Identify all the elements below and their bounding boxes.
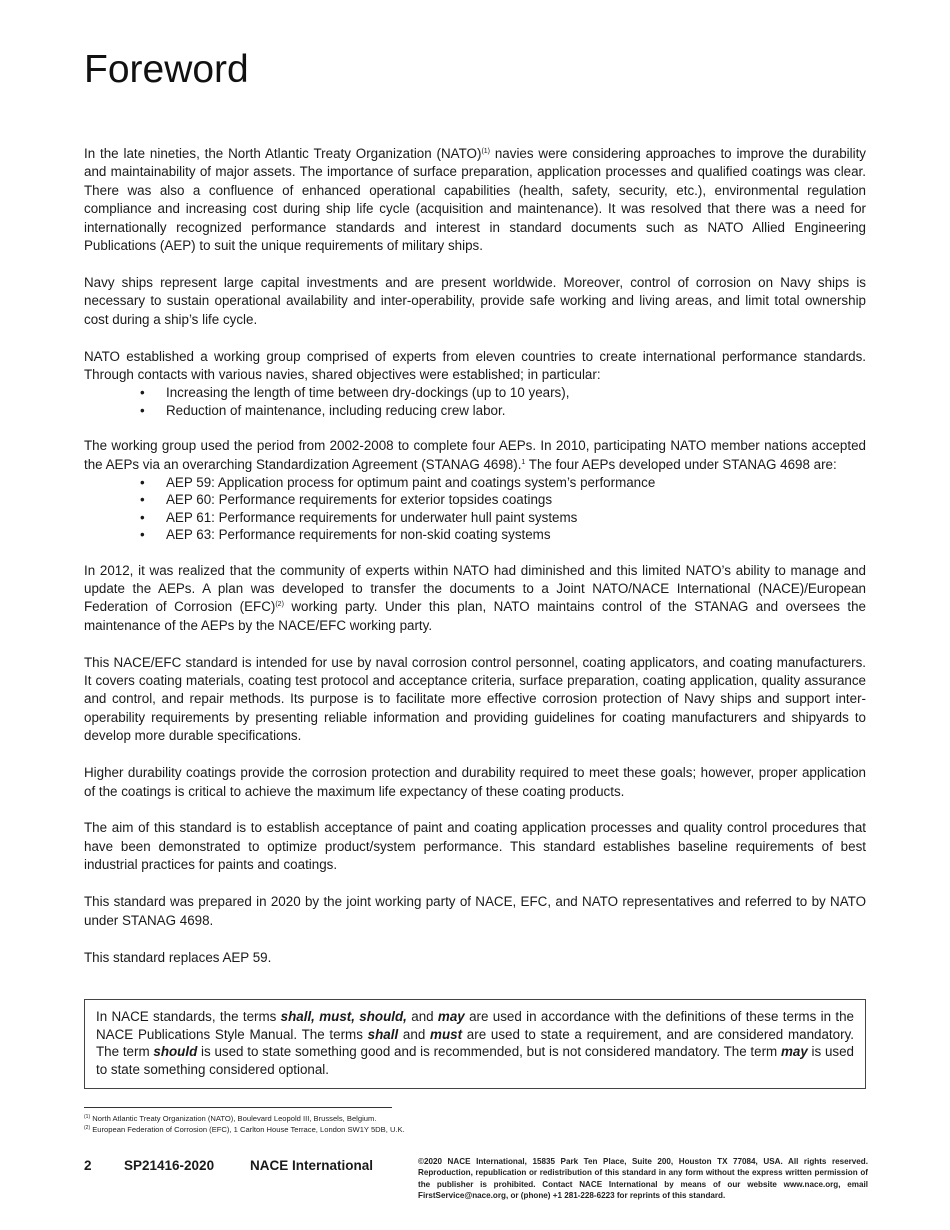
footnote-ref-2: (2) bbox=[275, 601, 284, 609]
list-item: • AEP 59: Application process for optimum paint and coatings system’s performance bbox=[84, 474, 866, 491]
page-title: Foreword bbox=[84, 48, 249, 91]
list-item: • AEP 63: Performance requirements for non-skid coating systems bbox=[84, 526, 866, 543]
footnote-1: $^{(1)}$ North Atlantic Treaty Organization (NATO), Boulevard Leopold III, Brussels, Belgium. bbox=[84, 1114, 377, 1123]
list-item: • Reduction of maintenance, including reducing crew labor. bbox=[84, 402, 866, 419]
foreword-body bbox=[84, 145, 866, 985]
paragraph-1: In the late nineties, the North Atlantic Treaty Organization (NATO)$^{(1)}$ navies were considering approaches to improve the durability and maintainability of major assets. The importance of surface preparation, application processes and qualified coatings was clear. There was also a confluence of enhanced operational capabilities (health, safety, security, etc.), environmental regulation compliance and increasing cost during ship life cycle (acquisition and maintenance). It was resolved that there was a need for internationally recognized performance standards and interest in standard documents such as NATO Allied Engineering Publications (AEP) to suit the unique requirements of military ships. bbox=[84, 146, 866, 254]
paragraph-2: Navy ships represent large capital investments and are present worldwide. Moreover, control of corrosion on Navy ships is necessary to sustain operational availability and inter-operability, provide safe working and living areas, and limit total ownership cost during a ship’s life cycle. bbox=[84, 274, 866, 327]
paragraph-10: This standard replaces AEP 59. bbox=[84, 949, 272, 965]
page-footer bbox=[84, 1156, 868, 1204]
paragraph-7: Higher durability coatings provide the corrosion protection and durability required to meet these goals; however, proper application of the coatings is critical to achieve the maximum life expectancy of these coating products. bbox=[84, 765, 866, 799]
paragraph-8: The aim of this standard is to establish acceptance of paint and coating application processes and quality control procedures that have been demonstrated to optimize product/system performance. This standard establishes baseline requirements of best industrial practices for paints and coatings. bbox=[84, 820, 866, 873]
footnote-2: $^{(2)}$ European Federation of Corrosion (EFC), 1 Carlton House Terrace, London SW1Y 5DB, U.K. bbox=[84, 1125, 405, 1134]
footnotes bbox=[84, 1113, 684, 1135]
paragraph-9: This standard was prepared in 2020 by the joint working party of NACE, EFC, and NATO representatives and referred to by NATO under STANAG 4698. bbox=[84, 894, 866, 928]
terminology-note-box: In NACE standards, the terms shall, must, should, and may are used in accordance with the definitions of these terms in the NACE Publications Style Manual. The terms shall and must are used to state a requirement, and are considered mandatory. The term should is used to state something good and is recommended, but is not considered mandatory. The term may is used to state something considered optional. bbox=[84, 999, 866, 1089]
footnote-ref-1: (1) bbox=[481, 148, 490, 155]
document-id: SP21416-2020 bbox=[124, 1158, 215, 1173]
paragraph-3: NATO established a working group comprised of experts from eleven countries to create international performance standards. Through contacts with various navies, shared objectives were established; in particular: bbox=[84, 348, 866, 383]
footnote-divider bbox=[84, 1107, 392, 1108]
objectives-list bbox=[84, 384, 866, 418]
reference-1: 1 bbox=[521, 458, 526, 466]
aep-list bbox=[84, 474, 866, 543]
paragraph-6: This NACE/EFC standard is intended for use by naval corrosion control personnel, coating applicators, and coating manufacturers. It covers coating materials, coating test protocol and acceptance criteria, surface preparation, coating application, quality assurance and control, and repair methods. Its purpose is to facilitate more effective corrosion protection of Navy ships and support inter-operability requirements by presenting reliable information and providing guidelines for coating manufacturers and shipyards to develop more durable specifications. bbox=[84, 654, 866, 744]
copyright-notice: ©2020 NACE International, 15835 Park Ten Place, Suite 200, Houston TX 77084, USA. All rights reserved. Reproduction, republication or redistribution of this standard in any form without the express written permission of the publisher is prohibited. Contact NACE International by means of our website www.nace.org, email FirstService@nace.org, or (phone) +1 281-228-6223 for reprints of this standard. bbox=[418, 1157, 868, 1200]
organization-name: NACE International bbox=[250, 1158, 374, 1173]
list-item: • AEP 61: Performance requirements for underwater hull paint systems bbox=[84, 509, 866, 526]
list-item: • Increasing the length of time between dry-dockings (up to 10 years), bbox=[84, 384, 866, 401]
paragraph-5: In 2012, it was realized that the community of experts within NATO had diminished and this limited NATO’s ability to manage and update the AEPs. A plan was developed to transfer the documents to a Joint NATO/NACE International (NACE)/European Federation of Corrosion (EFC)$^{(2)}$ working party. Under this plan, NATO maintains control of the STANAG and oversees the maintenance of the AEPs by the NACE/EFC working party. bbox=[84, 562, 867, 633]
paragraph-4: The working group used the period from 2002-2008 to complete four AEPs. In 2010, participating NATO member nations accepted the AEPs via an overarching Standardization Agreement (STANAG 4698).$^1$ The four AEPs developed under STANAG 4698 are: bbox=[84, 438, 866, 472]
list-item: • AEP 60: Performance requirements for exterior topsides coatings bbox=[84, 491, 866, 508]
page-number: 2 bbox=[84, 1158, 92, 1173]
